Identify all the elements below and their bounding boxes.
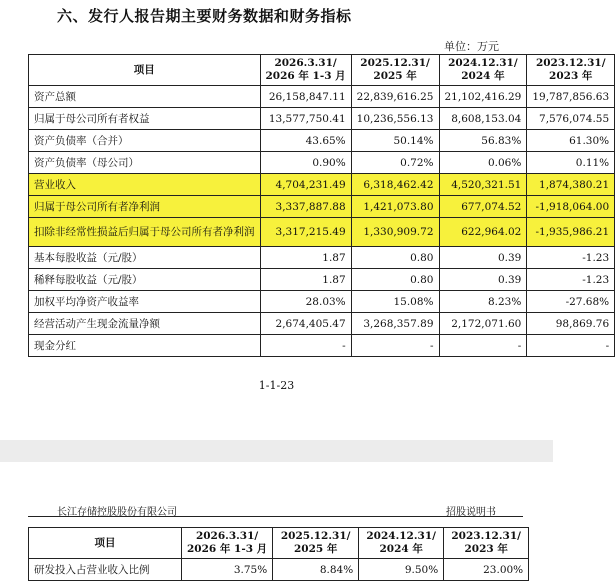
table-row	[29, 86, 615, 108]
header-item: 项目	[29, 528, 182, 559]
cell: -	[439, 335, 527, 357]
cell: 2,674,405.47	[260, 313, 351, 335]
cell: -	[351, 335, 439, 357]
cell: 8.84%	[273, 559, 359, 581]
table-row	[29, 559, 529, 581]
cell: 9.50%	[359, 559, 444, 581]
cell: -1,918,064.00	[527, 196, 615, 218]
cell: 50.14%	[351, 130, 439, 152]
cell: 6,318,462.42	[351, 174, 439, 196]
cell: 0.11%	[527, 152, 615, 174]
cell: 10,236,556.13	[351, 108, 439, 130]
cell: -1.23	[527, 269, 615, 291]
cell: 0.06%	[439, 152, 527, 174]
unit-label: 单位：万元	[444, 40, 499, 53]
row-label: 归属于母公司所有者净利润	[29, 196, 261, 218]
cell: 23.00%	[444, 559, 529, 581]
header-col-2023: 2023.12.31/ 2023 年	[527, 55, 615, 86]
financial-table	[28, 54, 615, 357]
table-row	[29, 291, 615, 313]
cell: 1.87	[260, 247, 351, 269]
cell: 7,576,074.55	[527, 108, 615, 130]
row-label: 研发投入占营业收入比例	[29, 559, 182, 581]
cell: -1,935,986.21	[527, 218, 615, 247]
row-label: 资产总额	[29, 86, 261, 108]
cell: 1,874,380.21	[527, 174, 615, 196]
cell: 4,704,231.49	[260, 174, 351, 196]
cell: 28.03%	[260, 291, 351, 313]
cell: 15.08%	[351, 291, 439, 313]
cell: -	[260, 335, 351, 357]
cell: 2,172,071.60	[439, 313, 527, 335]
cell: -1.23	[527, 247, 615, 269]
cell: 0.39	[439, 269, 527, 291]
cell: 8,608,153.04	[439, 108, 527, 130]
cell: 0.80	[351, 269, 439, 291]
row-label: 资产负债率（母公司）	[29, 152, 261, 174]
row-label: 资产负债率（合并）	[29, 130, 261, 152]
header-col-2025: 2025.12.31/ 2025 年	[273, 528, 359, 559]
table-row	[29, 313, 615, 335]
row-label: 基本每股收益（元/股）	[29, 247, 261, 269]
cell: 3.75%	[182, 559, 273, 581]
header-col-2026q1: 2026.3.31/ 2026 年 1-3 月	[182, 528, 273, 559]
cell: -27.68%	[527, 291, 615, 313]
cell: 56.83%	[439, 130, 527, 152]
table-row	[29, 247, 615, 269]
cell: 0.80	[351, 247, 439, 269]
header-col-2024: 2024.12.31/ 2024 年	[439, 55, 527, 86]
row-label: 稀释每股收益（元/股）	[29, 269, 261, 291]
cell: 0.39	[439, 247, 527, 269]
row-label: 加权平均净资产收益率	[29, 291, 261, 313]
table-header-row	[29, 528, 529, 559]
cell: 3,317,215.49	[260, 218, 351, 247]
row-label: 经营活动产生现金流量净额	[29, 313, 261, 335]
header-col-2023: 2023.12.31/ 2023 年	[444, 528, 529, 559]
row-label: 营业收入	[29, 174, 261, 196]
header-rule	[28, 516, 523, 517]
cell: 13,577,750.41	[260, 108, 351, 130]
cell: 622,964.02	[439, 218, 527, 247]
table-header-row	[29, 55, 615, 86]
document-name: 招股说明书	[446, 507, 496, 518]
cell: 1,330,909.72	[351, 218, 439, 247]
cell: 21,102,416.29	[439, 86, 527, 108]
cell: 4,520,321.51	[439, 174, 527, 196]
table-row	[29, 335, 615, 357]
table-row	[29, 130, 615, 152]
cell: 0.72%	[351, 152, 439, 174]
cell: 61.30%	[527, 130, 615, 152]
cell: 98,869.76	[527, 313, 615, 335]
header-item: 项目	[29, 55, 261, 86]
financial-table-continued	[28, 527, 529, 581]
table-row	[29, 269, 615, 291]
cell: 1,421,073.80	[351, 196, 439, 218]
table-row-highlighted	[29, 196, 615, 218]
cell: 8.23%	[439, 291, 527, 313]
cell: 677,074.52	[439, 196, 527, 218]
cell: 22,839,616.25	[351, 86, 439, 108]
table-row	[29, 152, 615, 174]
row-label: 扣除非经常性损益后归属于母公司所有者净利润	[29, 218, 261, 247]
page-separator	[0, 440, 553, 462]
table-row-highlighted	[29, 174, 615, 196]
cell: 43.65%	[260, 130, 351, 152]
cell: 0.90%	[260, 152, 351, 174]
row-label: 现金分红	[29, 335, 261, 357]
section-title: 六、发行人报告期主要财务数据和财务指标	[57, 7, 352, 25]
cell: -	[527, 335, 615, 357]
header-col-2024: 2024.12.31/ 2024 年	[359, 528, 444, 559]
table-row	[29, 108, 615, 130]
page-number: 1-1-23	[258, 379, 295, 392]
cell: 3,268,357.89	[351, 313, 439, 335]
cell: 1.87	[260, 269, 351, 291]
header-col-2025: 2025.12.31/ 2025 年	[351, 55, 439, 86]
cell: 26,158,847.11	[260, 86, 351, 108]
company-name: 长江存储控股股份有限公司	[57, 507, 177, 518]
cell: 3,337,887.88	[260, 196, 351, 218]
table-row-highlighted	[29, 218, 615, 247]
row-label: 归属于母公司所有者权益	[29, 108, 261, 130]
cell: 19,787,856.63	[527, 86, 615, 108]
header-col-2026q1: 2026.3.31/ 2026 年 1-3 月	[260, 55, 351, 86]
